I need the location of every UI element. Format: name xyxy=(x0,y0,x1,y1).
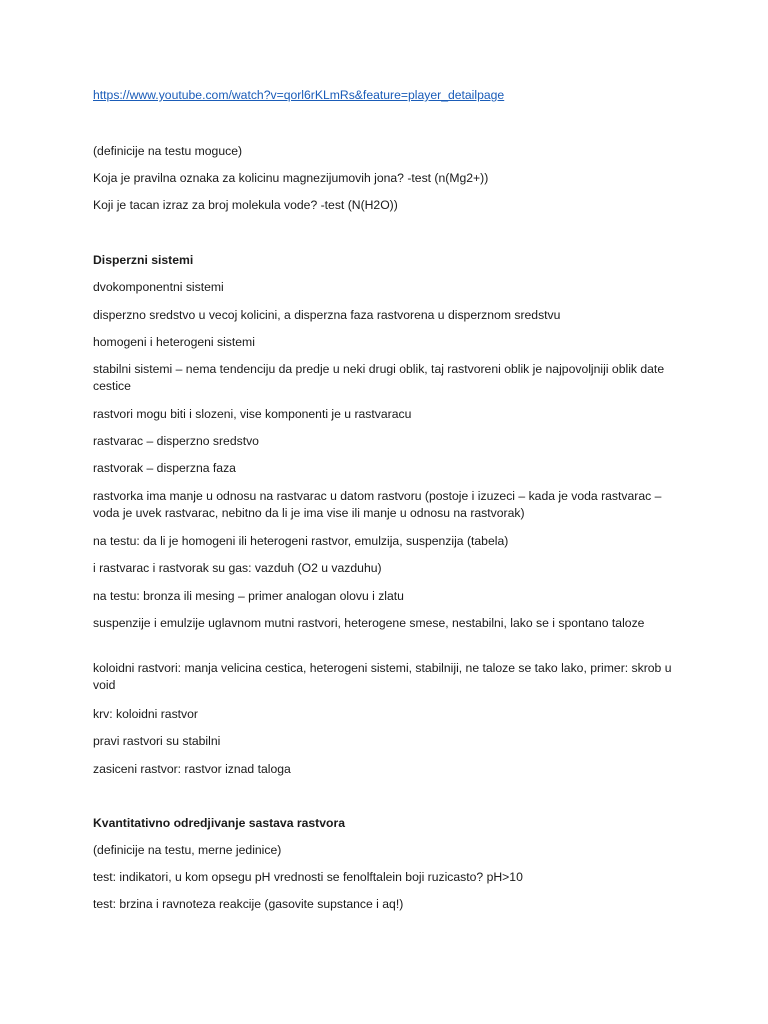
paragraph: rastvorak – disperzna faza xyxy=(93,461,236,475)
paragraph: na testu: da li je homogeni ili heterogeni rastvor, emulzija, suspenzija (tabela) xyxy=(93,534,509,548)
paragraph: disperzno sredstvo u vecoj kolicini, a disperzna faza rastvorena u disperznom sredstvu xyxy=(93,308,561,322)
paragraph: krv: koloidni rastvor xyxy=(93,707,198,721)
paragraph: pravi rastvori su stabilni xyxy=(93,734,221,748)
paragraph: stabilni sistemi – nema tendenciju da predje u neki drugi oblik, taj rastvoreni oblik je najpovoljniji oblik date cestice xyxy=(93,362,665,393)
youtube-link[interactable]: https://www.youtube.com/watch?v=qorl6rKLmRs&feature=player_detailpage xyxy=(93,88,505,102)
section-heading-kvantitativno: Kvantitativno odredjivanje sastava rastvora xyxy=(93,816,345,830)
paragraph: (definicije na testu, merne jedinice) xyxy=(93,843,282,857)
intro-line-1: (definicije na testu moguce) xyxy=(93,144,243,158)
paragraph: suspenzije i emulzije uglavnom mutni rastvori, heterogene smese, nestabilni, lako se i spontano taloze xyxy=(93,616,645,630)
intro-line-2: Koja je pravilna oznaka za kolicinu magnezijumovih jona? -test (n(Mg2+)) xyxy=(93,171,489,185)
paragraph: na testu: bronza ili mesing – primer analogan olovu i zlatu xyxy=(93,589,404,603)
paragraph: test: indikatori, u kom opsegu pH vrednosti se fenolftalein boji ruzicasto? pH>10 xyxy=(93,870,523,884)
paragraph: rastvarac – disperzno sredstvo xyxy=(93,434,259,448)
intro-line-3: Koji je tacan izraz za broj molekula vode? -test (N(H2O)) xyxy=(93,198,398,212)
paragraph: test: brzina i ravnoteza reakcije (gasovite supstance i aq!) xyxy=(93,897,404,911)
paragraph: homogeni i heterogeni sistemi xyxy=(93,335,255,349)
paragraph: rastvorka ima manje u odnosu na rastvarac u datom rastvoru (postoje i izuzeci – kada je voda rastvarac – voda je uvek rastvarac, nebitno da li je ima vise ili manje u odnosu na rastvorak) xyxy=(93,489,662,520)
section-heading-disperzni-sistemi: Disperzni sistemi xyxy=(93,253,194,267)
paragraph: koloidni rastvori: manja velicina cestica, heterogeni sistemi, stabilniji, ne taloze se tako lako, primer: skrob u void xyxy=(93,661,672,692)
paragraph: zasiceni rastvor: rastvor iznad taloga xyxy=(93,762,291,776)
paragraph: dvokomponentni sistemi xyxy=(93,280,224,294)
paragraph: i rastvarac i rastvorak su gas: vazduh (O2 u vazduhu) xyxy=(93,561,382,575)
paragraph: rastvori mogu biti i slozeni, vise komponenti je u rastvaracu xyxy=(93,407,412,421)
